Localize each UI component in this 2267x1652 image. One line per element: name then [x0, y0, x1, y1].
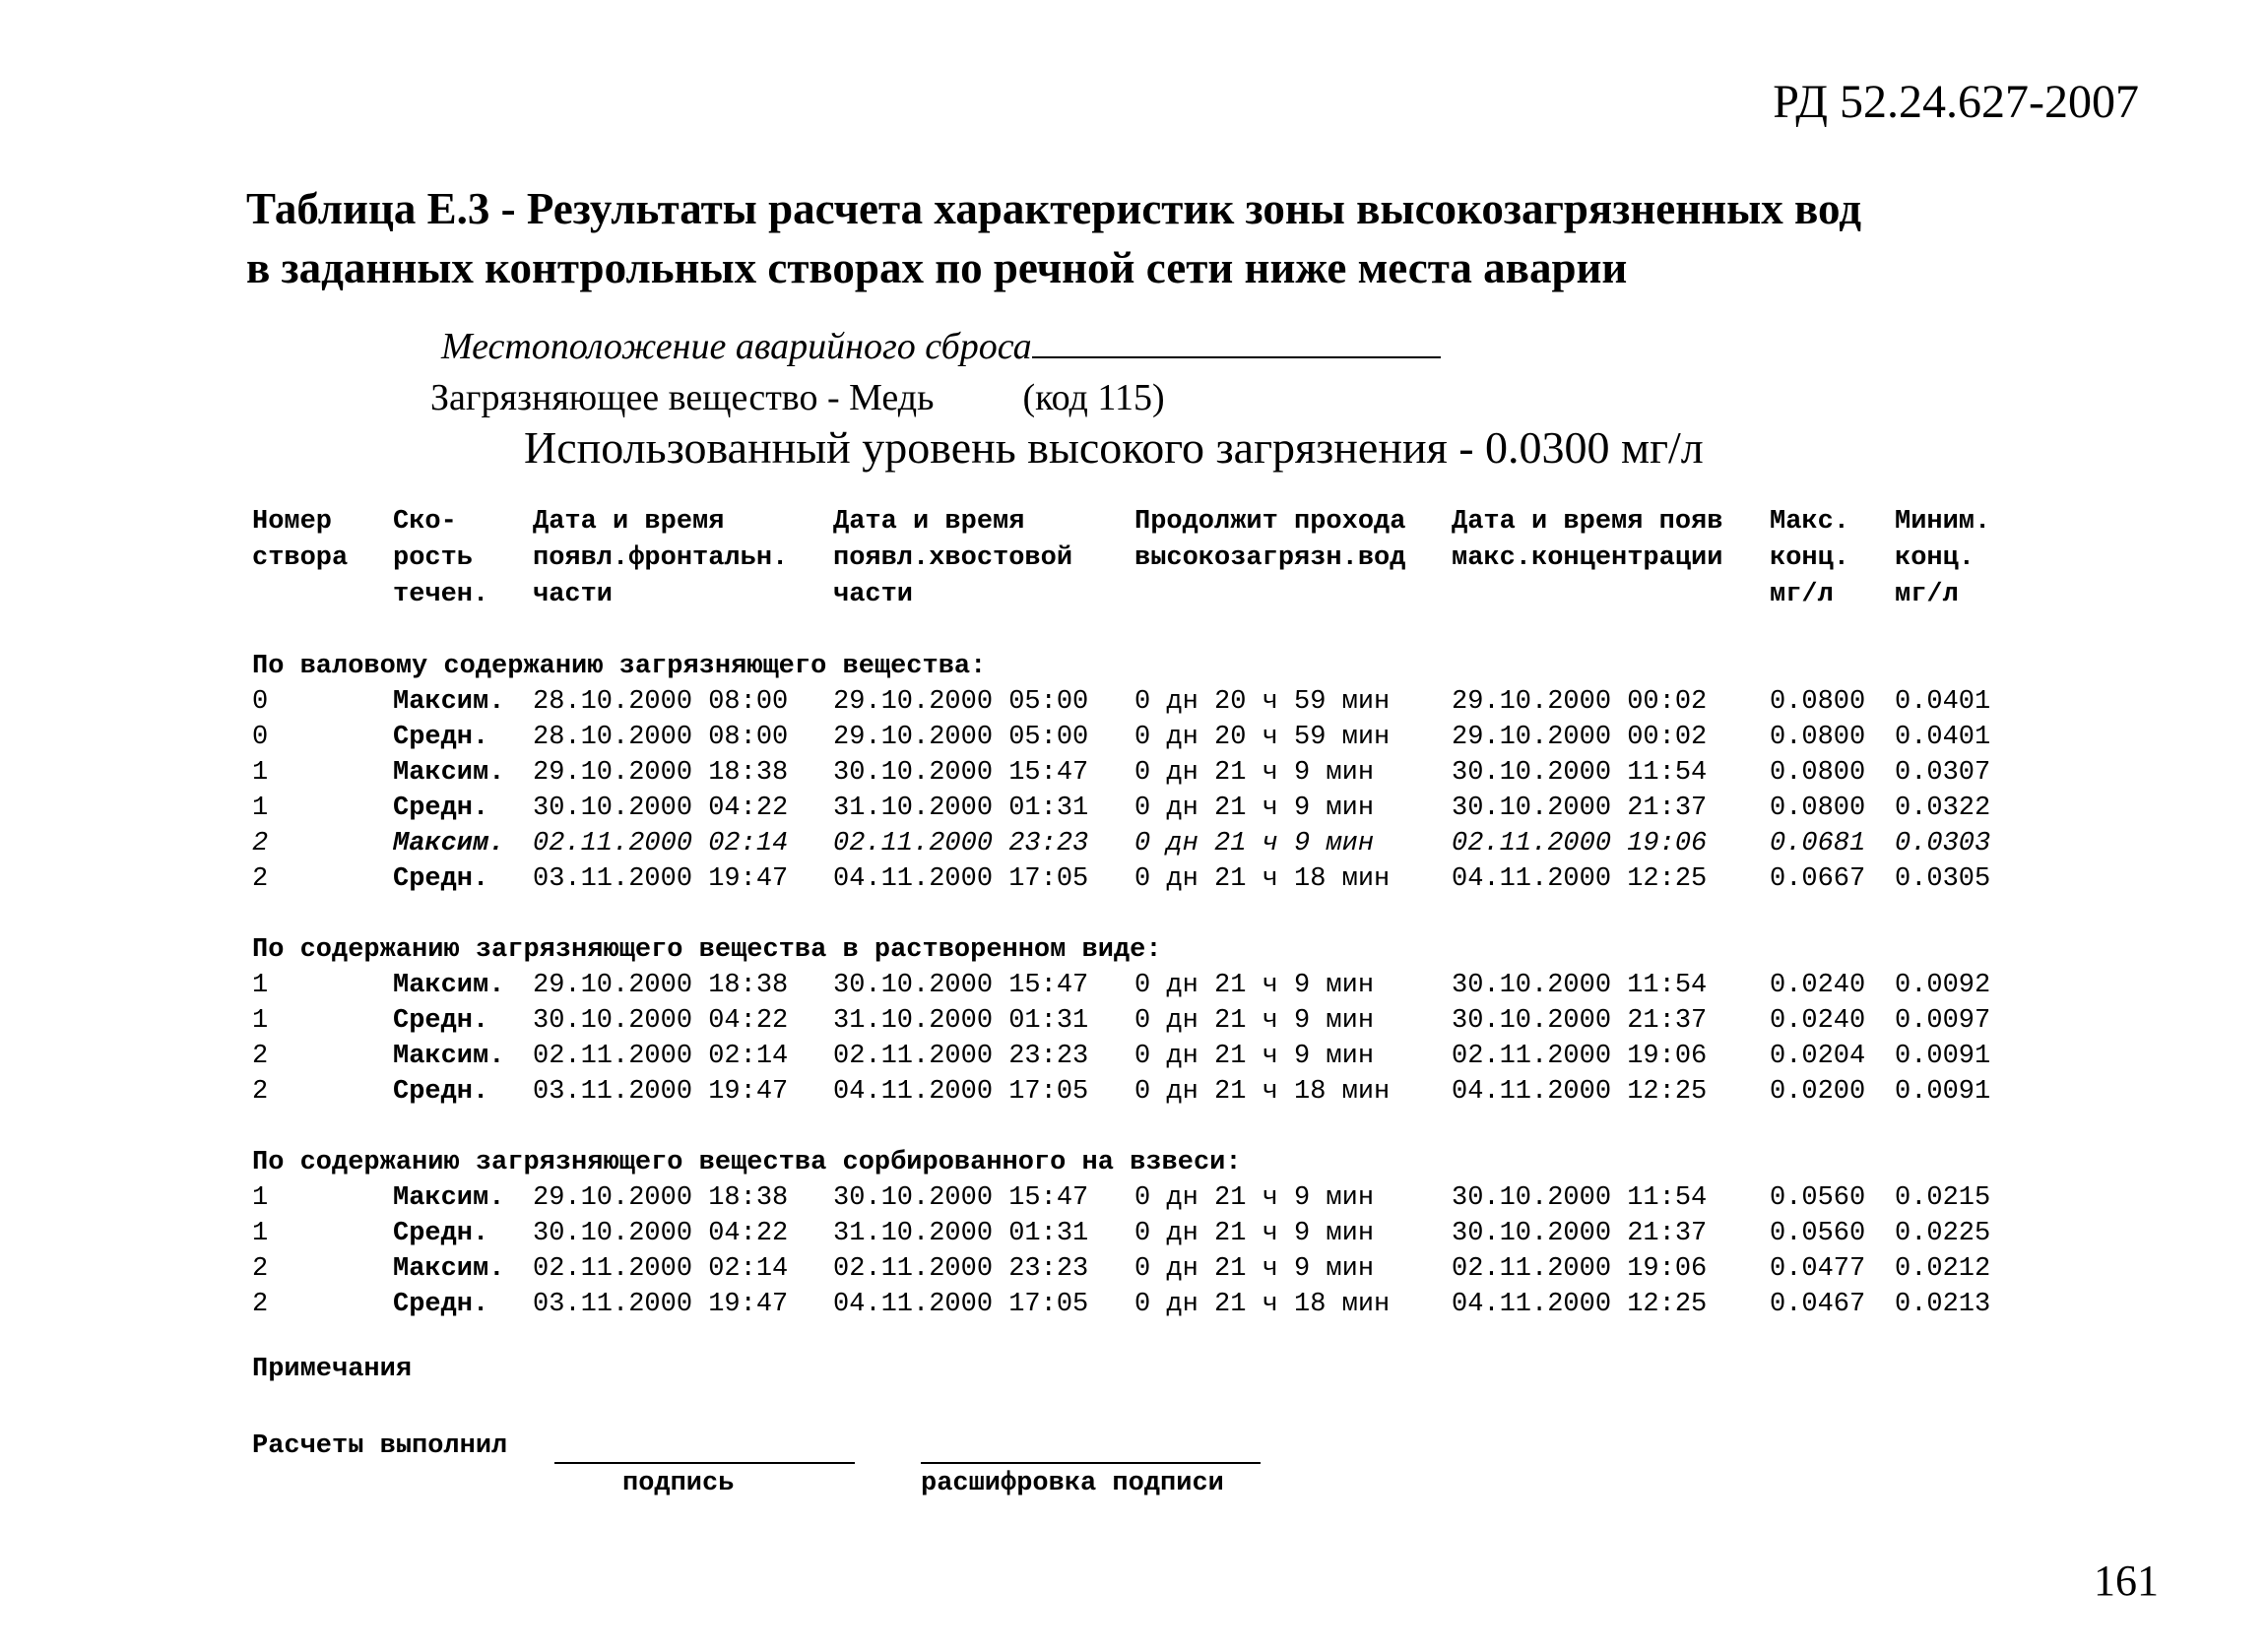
document-code: РД 52.24.627-2007	[1773, 76, 2139, 128]
signature-label: подпись	[622, 1469, 735, 1498]
cell-speed: Средн.	[393, 864, 489, 894]
header-max-conc	[1770, 504, 1849, 613]
cell-max-conc: 0.0467	[1770, 1290, 1866, 1319]
cell-speed: Максим.	[393, 829, 505, 858]
table-row	[252, 1219, 2044, 1254]
header-text: мг/л	[1895, 580, 1959, 609]
cell-front: 02.11.2000 02:14	[533, 1042, 789, 1071]
header-front	[533, 504, 788, 613]
cell-max-conc: 0.0800	[1770, 687, 1866, 717]
cell-tail: 02.11.2000 23:23	[833, 829, 1089, 858]
cell-front: 30.10.2000 04:22	[533, 1006, 789, 1036]
cell-duration: 0 дн 21 ч 9 мин	[1134, 971, 1375, 1000]
cell-max-date: 29.10.2000 00:02	[1452, 723, 1708, 752]
cell-tail: 31.10.2000 01:31	[833, 1006, 1089, 1036]
header-text: конц.	[1770, 543, 1850, 573]
cell-duration: 0 дн 21 ч 18 мин	[1134, 1077, 1391, 1107]
cell-number: 2	[252, 1290, 269, 1319]
signature-decode-line	[921, 1462, 1261, 1464]
cell-tail: 29.10.2000 05:00	[833, 687, 1089, 717]
header-text: появл.хвостовой	[833, 543, 1073, 573]
header-text: части	[533, 580, 614, 609]
cell-min-conc: 0.0225	[1895, 1219, 1991, 1248]
substance-code: (код 115)	[1022, 377, 1165, 418]
header-text: мг/л	[1770, 580, 1834, 609]
cell-max-date: 29.10.2000 00:02	[1452, 687, 1708, 717]
cell-front: 03.11.2000 19:47	[533, 864, 789, 894]
header-text: течен.	[393, 580, 489, 609]
notes-label: Примечания	[252, 1355, 413, 1384]
table-row	[252, 864, 2044, 900]
cell-number: 1	[252, 1183, 269, 1213]
cell-speed: Максим.	[393, 687, 505, 717]
table-row	[252, 794, 2044, 829]
section-title: По содержанию загрязняющего вещества в растворенном виде:	[252, 935, 1162, 965]
cell-number: 1	[252, 794, 269, 823]
header-duration	[1134, 504, 1405, 577]
cell-duration: 0 дн 21 ч 9 мин	[1134, 829, 1375, 858]
cell-min-conc: 0.0092	[1895, 971, 1991, 1000]
header-min-conc	[1895, 504, 1990, 613]
header-text: макс.концентрации	[1452, 543, 1723, 573]
cell-number: 2	[252, 1042, 269, 1071]
cell-front: 03.11.2000 19:47	[533, 1077, 789, 1107]
header-text: Дата и время появ	[1452, 507, 1723, 537]
cell-max-conc: 0.0200	[1770, 1077, 1866, 1107]
cell-max-date: 30.10.2000 21:37	[1452, 794, 1708, 823]
cell-tail: 04.11.2000 17:05	[833, 1077, 1089, 1107]
cell-min-conc: 0.0303	[1895, 829, 1991, 858]
cell-number: 1	[252, 971, 269, 1000]
cell-duration: 0 дн 21 ч 18 мин	[1134, 1290, 1391, 1319]
substance-line	[430, 376, 1165, 419]
cell-speed: Максим.	[393, 971, 505, 1000]
header-text: створа	[252, 543, 349, 573]
cell-max-conc: 0.0204	[1770, 1042, 1866, 1071]
pollution-level: Использованный уровень высокого загрязнения - 0.0300 мг/л	[524, 422, 1704, 473]
cell-max-date: 30.10.2000 11:54	[1452, 758, 1708, 788]
cell-max-date: 30.10.2000 21:37	[1452, 1006, 1708, 1036]
header-text: рость	[393, 543, 474, 573]
cell-front: 02.11.2000 02:14	[533, 1254, 789, 1284]
cell-duration: 0 дн 20 ч 59 мин	[1134, 723, 1391, 752]
cell-min-conc: 0.0091	[1895, 1077, 1991, 1107]
header-max-date	[1452, 504, 1722, 577]
signature-line	[554, 1462, 855, 1464]
cell-number: 2	[252, 864, 269, 894]
section-title: По содержанию загрязняющего вещества сорбированного на взвеси:	[252, 1148, 1242, 1177]
title-line-2: в заданных контрольных створах по речной сети ниже места аварии	[246, 243, 1628, 292]
cell-duration: 0 дн 21 ч 18 мин	[1134, 864, 1391, 894]
cell-front: 30.10.2000 04:22	[533, 794, 789, 823]
cell-min-conc: 0.0305	[1895, 864, 1991, 894]
table-row	[252, 1183, 2044, 1219]
header-text: Дата и время	[833, 507, 1025, 537]
cell-speed: Средн.	[393, 1290, 489, 1319]
location-underline	[1032, 327, 1441, 358]
table-row	[252, 723, 2044, 758]
header-number	[252, 504, 348, 577]
cell-number: 2	[252, 1254, 269, 1284]
cell-max-conc: 0.0800	[1770, 723, 1866, 752]
cell-min-conc: 0.0401	[1895, 723, 1991, 752]
location-line	[441, 325, 1441, 368]
cell-number: 2	[252, 1077, 269, 1107]
cell-front: 28.10.2000 08:00	[533, 723, 789, 752]
performed-by-label: Расчеты выполнил	[252, 1431, 508, 1461]
table-title	[246, 179, 1861, 297]
table-row	[252, 971, 2044, 1006]
cell-duration: 0 дн 21 ч 9 мин	[1134, 1183, 1375, 1213]
location-label: Местоположение аварийного сброса	[441, 326, 1032, 367]
cell-duration: 0 дн 21 ч 9 мин	[1134, 1254, 1375, 1284]
cell-tail: 30.10.2000 15:47	[833, 758, 1089, 788]
cell-duration: 0 дн 21 ч 9 мин	[1134, 1219, 1375, 1248]
header-text: конц.	[1895, 543, 1976, 573]
cell-number: 1	[252, 1219, 269, 1248]
cell-max-conc: 0.0681	[1770, 829, 1866, 858]
cell-max-date: 30.10.2000 11:54	[1452, 1183, 1708, 1213]
cell-max-conc: 0.0560	[1770, 1183, 1866, 1213]
cell-max-date: 04.11.2000 12:25	[1452, 1290, 1708, 1319]
table-row	[252, 1077, 2044, 1112]
header-text: Миним.	[1895, 507, 1991, 537]
cell-min-conc: 0.0215	[1895, 1183, 1991, 1213]
cell-speed: Средн.	[393, 794, 489, 823]
cell-max-date: 04.11.2000 12:25	[1452, 1077, 1708, 1107]
cell-front: 28.10.2000 08:00	[533, 687, 789, 717]
header-text: высокозагрязн.вод	[1134, 543, 1406, 573]
section-title: По валовому содержанию загрязняющего вещества:	[252, 652, 987, 681]
cell-duration: 0 дн 21 ч 9 мин	[1134, 758, 1375, 788]
cell-front: 29.10.2000 18:38	[533, 971, 789, 1000]
header-speed	[393, 504, 488, 613]
cell-max-conc: 0.0800	[1770, 794, 1866, 823]
cell-front: 02.11.2000 02:14	[533, 829, 789, 858]
cell-max-conc: 0.0240	[1770, 971, 1866, 1000]
table-row	[252, 1254, 2044, 1290]
signature-decode-label: расшифровка подписи	[921, 1469, 1224, 1498]
cell-front: 29.10.2000 18:38	[533, 1183, 789, 1213]
header-text: Продолжит прохода	[1134, 507, 1406, 537]
cell-max-conc: 0.0667	[1770, 864, 1866, 894]
cell-front: 29.10.2000 18:38	[533, 758, 789, 788]
cell-max-date: 04.11.2000 12:25	[1452, 864, 1708, 894]
cell-max-date: 02.11.2000 19:06	[1452, 1042, 1708, 1071]
cell-number: 0	[252, 687, 269, 717]
cell-tail: 04.11.2000 17:05	[833, 1290, 1089, 1319]
cell-min-conc: 0.0401	[1895, 687, 1991, 717]
cell-number: 1	[252, 1006, 269, 1036]
cell-tail: 30.10.2000 15:47	[833, 1183, 1089, 1213]
title-line-1: Таблица Е.3 - Результаты расчета характеристик зоны высокозагрязненных вод	[246, 184, 1861, 233]
cell-min-conc: 0.0091	[1895, 1042, 1991, 1071]
header-text: Дата и время	[533, 507, 725, 537]
header-text: появл.фронтальн.	[533, 543, 789, 573]
cell-speed: Средн.	[393, 1219, 489, 1248]
cell-speed: Средн.	[393, 1006, 489, 1036]
cell-duration: 0 дн 20 ч 59 мин	[1134, 687, 1391, 717]
cell-min-conc: 0.0307	[1895, 758, 1991, 788]
cell-number: 1	[252, 758, 269, 788]
table-row	[252, 1290, 2044, 1325]
cell-min-conc: 0.0322	[1895, 794, 1991, 823]
cell-max-date: 02.11.2000 19:06	[1452, 1254, 1708, 1284]
cell-tail: 31.10.2000 01:31	[833, 1219, 1089, 1248]
cell-tail: 02.11.2000 23:23	[833, 1254, 1089, 1284]
cell-min-conc: 0.0213	[1895, 1290, 1991, 1319]
cell-max-date: 30.10.2000 21:37	[1452, 1219, 1708, 1248]
cell-speed: Максим.	[393, 1042, 505, 1071]
cell-min-conc: 0.0212	[1895, 1254, 1991, 1284]
header-tail	[833, 504, 1072, 613]
header-text: Ско-	[393, 507, 457, 537]
cell-tail: 31.10.2000 01:31	[833, 794, 1089, 823]
cell-tail: 02.11.2000 23:23	[833, 1042, 1089, 1071]
cell-speed: Максим.	[393, 758, 505, 788]
substance-name: Загрязняющее вещество - Медь	[430, 377, 935, 418]
cell-duration: 0 дн 21 ч 9 мин	[1134, 1042, 1375, 1071]
cell-max-conc: 0.0477	[1770, 1254, 1866, 1284]
cell-max-conc: 0.0800	[1770, 758, 1866, 788]
page-number: 161	[2094, 1557, 2159, 1605]
header-text: части	[833, 580, 914, 609]
cell-max-date: 30.10.2000 11:54	[1452, 971, 1708, 1000]
cell-max-conc: 0.0240	[1770, 1006, 1866, 1036]
cell-tail: 30.10.2000 15:47	[833, 971, 1089, 1000]
cell-speed: Максим.	[393, 1254, 505, 1284]
cell-duration: 0 дн 21 ч 9 мин	[1134, 1006, 1375, 1036]
cell-duration: 0 дн 21 ч 9 мин	[1134, 794, 1375, 823]
cell-tail: 04.11.2000 17:05	[833, 864, 1089, 894]
cell-max-date: 02.11.2000 19:06	[1452, 829, 1708, 858]
cell-tail: 29.10.2000 05:00	[833, 723, 1089, 752]
cell-front: 03.11.2000 19:47	[533, 1290, 789, 1319]
header-text: Номер	[252, 507, 333, 537]
table-row	[252, 1006, 2044, 1042]
cell-speed: Средн.	[393, 723, 489, 752]
cell-speed: Максим.	[393, 1183, 505, 1213]
cell-front: 30.10.2000 04:22	[533, 1219, 789, 1248]
cell-min-conc: 0.0097	[1895, 1006, 1991, 1036]
table-row	[252, 1042, 2044, 1077]
header-text: Макс.	[1770, 507, 1850, 537]
table-row	[252, 687, 2044, 723]
cell-speed: Средн.	[393, 1077, 489, 1107]
cell-number: 2	[252, 829, 269, 858]
cell-number: 0	[252, 723, 269, 752]
table-row	[252, 758, 2044, 794]
cell-max-conc: 0.0560	[1770, 1219, 1866, 1248]
table-row	[252, 829, 2044, 864]
